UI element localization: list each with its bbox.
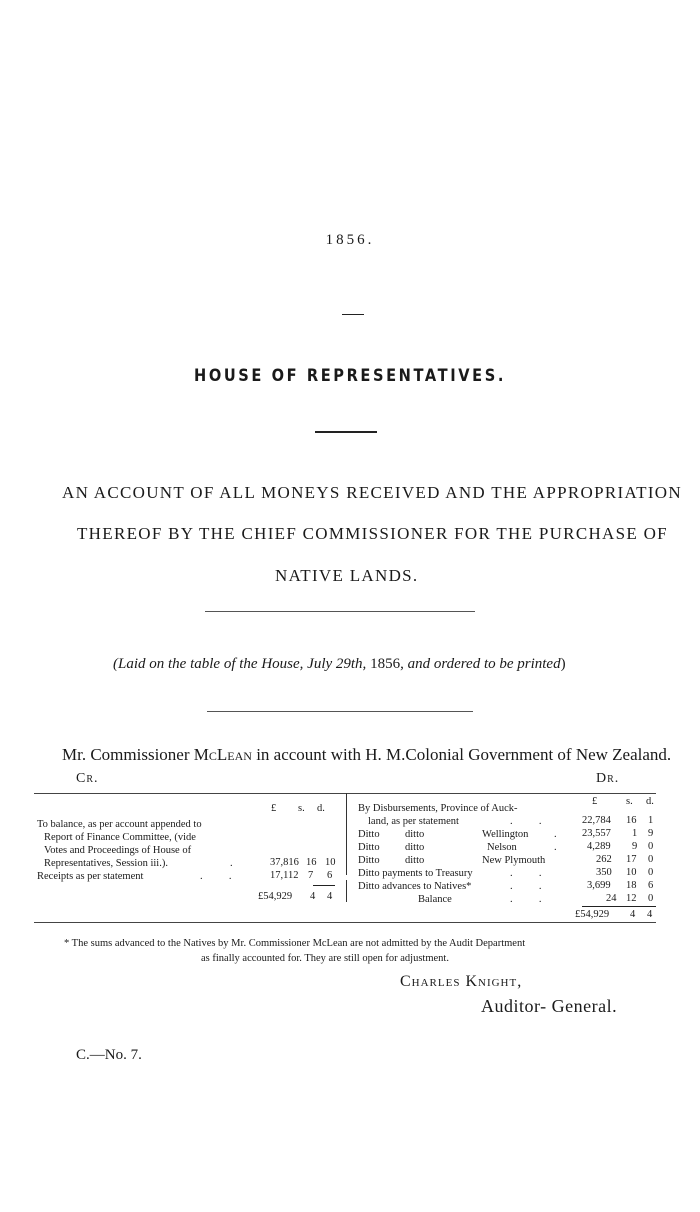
title-line-3: NATIVE LANDS. — [275, 566, 419, 585]
left-amount-shillings: 16 — [306, 857, 317, 868]
right-row-label: Balance — [418, 894, 452, 905]
divider — [207, 711, 473, 712]
right-amount-pence: 0 — [648, 841, 654, 852]
right-amount-pounds: 262 — [596, 854, 612, 865]
right-row-label: Ditto — [358, 829, 380, 840]
document-number: C.—No. 7. — [76, 1047, 142, 1063]
left-total-shillings: 4 — [310, 891, 316, 902]
right-header-pounds: £ — [592, 796, 598, 807]
right-amount-pence: 9 — [648, 828, 654, 839]
right-row-place: New Plymouth — [482, 855, 546, 866]
right-amount-pounds: 4,289 — [587, 841, 611, 852]
table-bottom-rule — [34, 922, 656, 923]
laid-prefix: (Laid on the table — [113, 656, 224, 672]
divider — [342, 314, 364, 315]
left-amount-pounds: 17,112 — [270, 870, 299, 881]
footnote-line-2: as finally accounted for. They are still open for adjustment. — [201, 953, 449, 964]
left-total-rule — [313, 885, 335, 886]
right-total-rule — [582, 906, 656, 907]
left-amount-pence: 6 — [327, 870, 333, 881]
right-amount-shillings: 10 — [626, 867, 637, 878]
house-heading: HOUSE OF REPRESENTATIVES. — [194, 366, 506, 386]
laid-note — [113, 656, 566, 673]
footnote-line-1: * The sums advanced to the Natives by Mr. Commissioner McLean are not admitted by the Audit Department — [64, 938, 526, 949]
signature-role: Auditor- General. — [481, 996, 618, 1016]
table-column-divider — [346, 880, 347, 902]
left-dots: . — [230, 858, 233, 869]
left-line: To balance, as per account appended to — [37, 819, 202, 830]
right-row-dots: . . — [510, 868, 542, 879]
account-suffix: in account with H. M.Colonial Government of New Zealand. — [251, 745, 672, 764]
right-amount-pounds: 24 — [606, 893, 617, 904]
account-name: McLean — [193, 745, 252, 764]
laid-year: 1856, — [366, 656, 408, 672]
table-column-divider — [346, 793, 347, 875]
account-heading — [62, 745, 671, 765]
right-amount-shillings: 12 — [626, 893, 637, 904]
right-row-ditto: ditto — [405, 855, 425, 866]
laid-close: ) — [560, 656, 566, 672]
right-amount-pence: 0 — [648, 893, 654, 904]
right-row-label: By Disbursements, Province of Auck- — [358, 803, 518, 814]
laid-date: July 29th, — [307, 656, 367, 672]
title-line-2: THEREOF BY THE CHIEF COMMISSIONER FOR THE PURCHASE OF — [77, 524, 668, 543]
right-amount-pence: 0 — [648, 867, 654, 878]
account-prefix: Mr. Commissioner — [62, 745, 194, 764]
laid-of: of — [223, 656, 236, 672]
left-amount-shillings: 7 — [308, 870, 314, 881]
right-amount-pence: 1 — [648, 815, 654, 826]
left-line: Representatives, Session iii.). — [44, 858, 168, 869]
left-total-pounds: £54,929 — [258, 891, 293, 902]
right-total-shillings: 4 — [630, 909, 636, 920]
right-row-dots: . — [554, 829, 557, 840]
right-row-place: Nelson — [487, 842, 517, 853]
right-row-dots: . . — [510, 881, 542, 892]
divider — [205, 611, 475, 612]
right-row-dots: . . — [510, 894, 542, 905]
left-header-shillings: s. — [298, 803, 305, 814]
right-row-ditto: ditto — [405, 842, 425, 853]
right-amount-shillings: 1 — [632, 828, 638, 839]
left-dots: . . — [200, 871, 232, 882]
left-amount-pence: 10 — [325, 857, 336, 868]
left-total-pence: 4 — [327, 891, 333, 902]
table-top-rule — [34, 793, 656, 794]
dr-label: Dr. — [596, 771, 620, 786]
right-amount-pounds: 22,784 — [582, 815, 611, 826]
right-row-label: land, as per statement — [368, 816, 459, 827]
right-row-place: Wellington — [482, 829, 529, 840]
right-header-shillings: s. — [626, 796, 633, 807]
right-row-ditto: ditto — [405, 829, 425, 840]
right-amount-pounds: 3,699 — [587, 880, 611, 891]
signature-name — [400, 973, 522, 991]
right-amount-pence: 6 — [648, 880, 654, 891]
right-total-pence: 4 — [647, 909, 653, 920]
right-row-dots: . — [554, 842, 557, 853]
year: 1856. — [325, 232, 375, 248]
right-amount-shillings: 16 — [626, 815, 637, 826]
right-amount-pounds: 23,557 — [582, 828, 611, 839]
left-line: Report of Finance Committee, (vide — [44, 832, 196, 843]
signature-last-name: Knight, — [465, 973, 523, 990]
laid-middle: the House, — [235, 656, 308, 672]
title-line-1: AN ACCOUNT OF ALL MONEYS RECEIVED AND THE APPROPRIATION — [62, 483, 682, 502]
left-header-pence: d. — [317, 803, 325, 814]
left-line: Receipts as per statement — [37, 871, 144, 882]
right-row-label: Ditto payments to Treasury — [358, 868, 473, 879]
right-amount-pounds: 350 — [596, 867, 612, 878]
right-amount-shillings: 9 — [632, 841, 638, 852]
right-total-pounds: £54,929 — [575, 909, 610, 920]
right-amount-pence: 0 — [648, 854, 654, 865]
right-row-dots: . . — [510, 816, 542, 827]
right-row-label: Ditto — [358, 842, 380, 853]
signature-first-name: Charles — [400, 973, 461, 990]
left-line: Votes and Proceedings of House of — [44, 845, 192, 856]
right-header-pence: d. — [646, 796, 654, 807]
right-amount-shillings: 17 — [626, 854, 637, 865]
cr-label: Cr. — [76, 771, 99, 786]
laid-suffix: and ordered to be printed — [407, 656, 561, 672]
right-row-label: Ditto — [358, 855, 380, 866]
left-header-pounds: £ — [271, 803, 277, 814]
right-row-label: Ditto advances to Natives* — [358, 881, 472, 892]
left-amount-pounds: 37,816 — [270, 857, 299, 868]
right-amount-shillings: 18 — [626, 880, 637, 891]
divider — [315, 431, 377, 433]
